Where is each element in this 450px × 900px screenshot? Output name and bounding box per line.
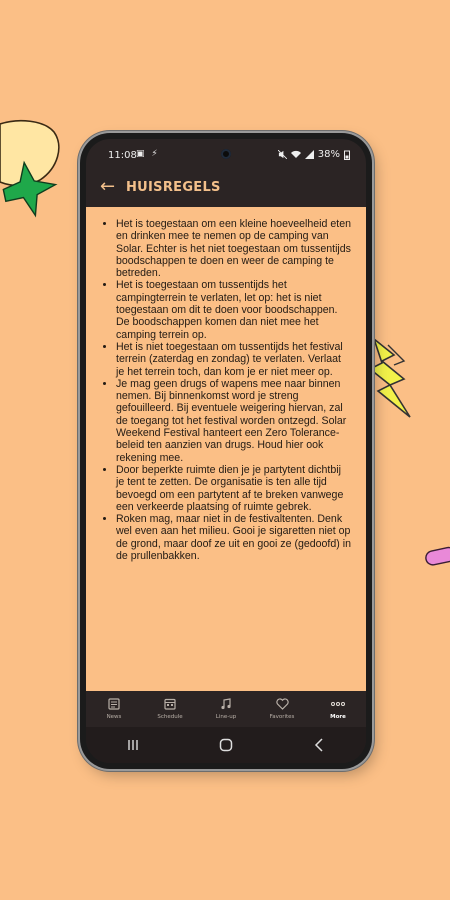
tab-favorites[interactable] bbox=[254, 691, 310, 727]
tab-label: Schedule bbox=[157, 714, 183, 720]
app-bar bbox=[86, 171, 366, 205]
rule-item: • Het is toegestaan om tussentijds het campingterrein te verlaten, let op: het is niet toegestaan om dit te doen voor boodschappen. De boodschappen komen dan niet mee het camping terrein op. bbox=[116, 279, 356, 340]
recents-button[interactable] bbox=[113, 733, 153, 757]
tab-schedule[interactable] bbox=[142, 691, 198, 727]
wifi-icon bbox=[291, 150, 301, 159]
system-navigation-bar bbox=[86, 727, 366, 763]
home-button[interactable] bbox=[206, 733, 246, 757]
green-star-decoration bbox=[0, 160, 60, 220]
tab-news[interactable] bbox=[86, 691, 142, 727]
home-icon bbox=[219, 738, 233, 752]
battery-icon bbox=[344, 150, 350, 160]
tab-label: News bbox=[106, 714, 122, 720]
battery-percentage: 38% bbox=[317, 149, 340, 160]
rule-item: • Roken mag, maar niet in de festivaltenten. Denk wel even aan het milieu. Gooi je sigaretten niet op de grond, maar doof ze uit en gooi ze (gedoofd) in de prullenbakken. bbox=[116, 513, 356, 562]
music-note-icon bbox=[220, 696, 232, 712]
tab-label: Line-up bbox=[215, 714, 237, 720]
rule-item: • Het is niet toegestaan om tussentijds het festival terrein (zaterdag en zondag) te verlaten. Verlaat je het terrein toch, dan kom je er niet meer op. bbox=[116, 341, 356, 378]
rule-item: • Door beperkte ruimte dien je je partytent dichtbij je tent te zetten. De organisatie is ten alle tijd bevoegd om een partytent af te breken vanwege een verkeerde plaatsing of ruimte gebrek. bbox=[116, 464, 356, 513]
status-bar bbox=[86, 139, 366, 171]
recents-icon bbox=[127, 739, 139, 751]
mute-icon bbox=[278, 150, 287, 159]
house-rules-content[interactable] bbox=[86, 207, 366, 691]
heart-icon bbox=[276, 696, 289, 712]
rule-item: • Het is toegestaan om een kleine hoeveelheid eten en drinken mee te nemen op de camping van Solar. Echter is het niet toegestaan om tussentijds boodschappen te doen en weer de camping te betreden. bbox=[116, 218, 356, 279]
pink-capsule-decoration bbox=[424, 546, 450, 570]
schedule-icon bbox=[164, 696, 176, 712]
system-back-button[interactable] bbox=[299, 733, 339, 757]
phone-frame bbox=[80, 133, 372, 769]
news-icon bbox=[108, 696, 120, 712]
phone-screen bbox=[86, 139, 366, 763]
tab-more[interactable] bbox=[310, 691, 366, 727]
status-time: 11:08 bbox=[108, 150, 137, 161]
back-arrow-icon[interactable]: ← bbox=[100, 176, 116, 197]
tab-line-up[interactable] bbox=[198, 691, 254, 727]
status-right-group bbox=[278, 149, 350, 160]
notification-icons: ▣ ⚡ bbox=[136, 149, 160, 159]
rule-item: • Je mag geen drugs of wapens mee naar binnen nemen. Bij binnenkomst word je streng gefouilleerd. Bij eventuele weigering hiervan, zal de toegang tot het festival worden ontzegd. Solar Weekend Festival hanteert een Zero Tolerance-beleid ten aanzien van drugs. Houd hier ook rekening mee. bbox=[116, 378, 356, 464]
rules-list bbox=[86, 207, 366, 562]
tab-label: Favorites bbox=[269, 714, 295, 720]
more-dots-icon bbox=[331, 696, 345, 712]
page-title: HUISREGELS bbox=[126, 180, 221, 195]
bottom-tab-bar bbox=[86, 691, 366, 727]
back-icon bbox=[314, 738, 324, 752]
tab-label: More bbox=[330, 714, 346, 720]
signal-icon bbox=[305, 150, 314, 159]
front-camera bbox=[221, 149, 231, 159]
